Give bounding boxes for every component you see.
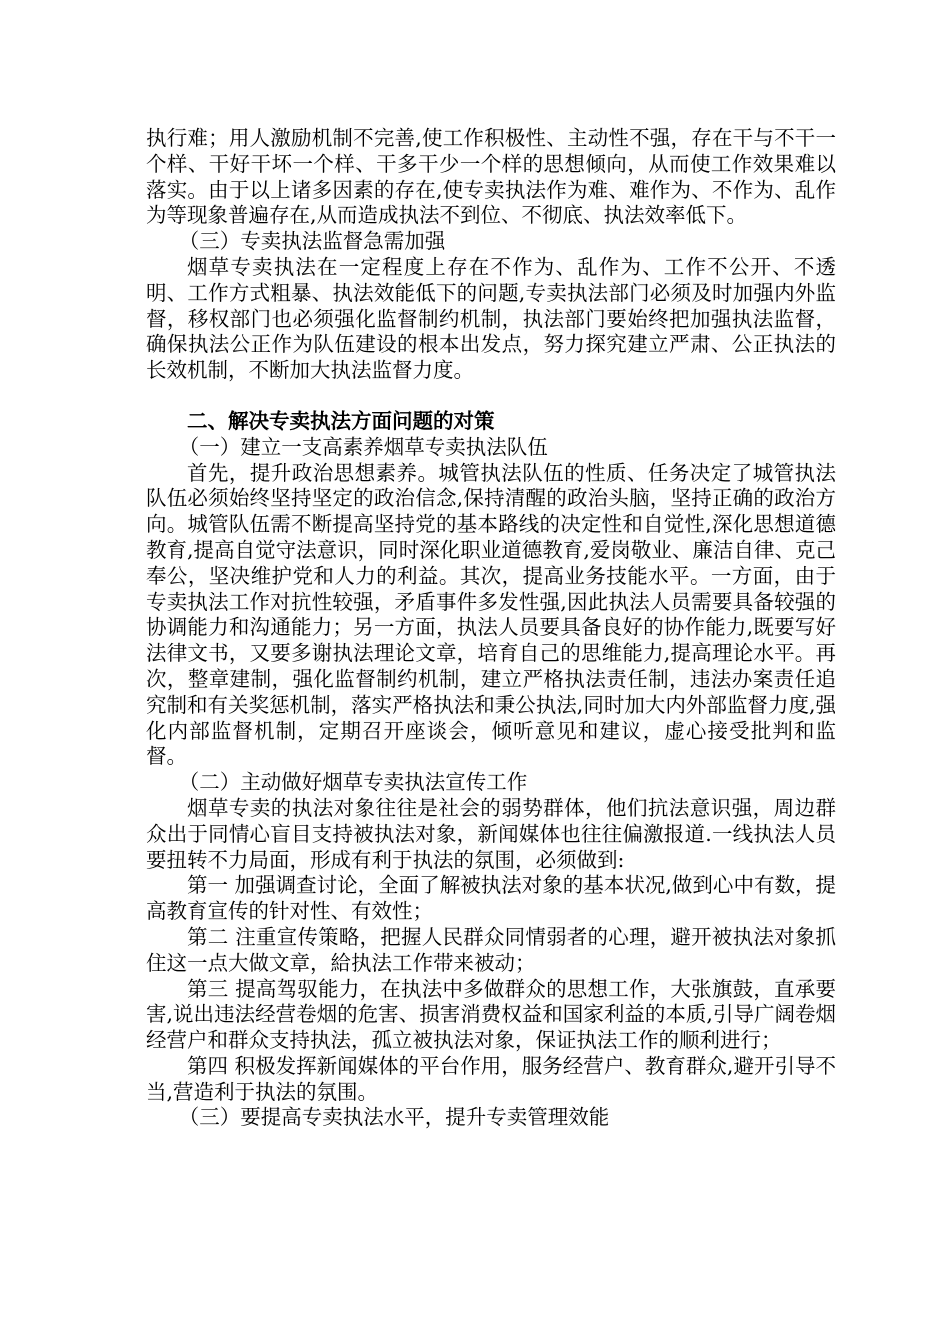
subheading-efficiency: （三）要提高专卖执法水平，提升专卖管理效能 — [178, 1105, 610, 1130]
paragraph-supervision: 烟草专卖执法在一定程度上存在不作为、乱作为、工作不公开、不透明、工作方式粗暴、执法效能低下的问题,专卖执法部门必须及时加强内外监督，移权部门也必须强化监督制约机制，执法部门要始终把加强执法监督，确保执法公正作为队伍建设的根本出发点，努力探究建立严肃、公正执法的长效机制，不断加大执法监督力度。 — [146, 254, 836, 383]
paragraph-continuation: 执行难；用人激励机制不完善,使工作积极性、主动性不强，存在干与不干一个样、干好干坏一个样、干多干少一个样的思想倾向，从而使工作效果难以落实。由于以上诸多因素的存在,使专卖执法作为难、难作为、不作为、乱作为等现象普遍存在,从而造成执法不到位、不彻底、执法效率低下。 — [146, 126, 836, 228]
document-page — [146, 126, 836, 1131]
section-heading-countermeasures: 二、解决专卖执法方面问题的对策 — [187, 408, 495, 433]
list-item-third: 第三 提高驾驭能力，在执法中多做群众的思想工作，大张旗鼓，直承要害,说出违法经营卷烟的危害、损害消费权益和国家利益的本质,引导广阔卷烟经营户和群众支持执法，孤立被执法对象，保证执法工作的顺利进行； — [146, 976, 836, 1053]
list-item-second: 第二 注重宣传策略，把握人民群众同情弱者的心理，避开被执法对象抓住这一点大做文章，給执法工作带来被动； — [146, 924, 836, 975]
section-gap — [146, 384, 836, 409]
list-item-fourth: 第四 积极发挥新闻媒体的平台作用，服务经营户、教育群众,避开引导不当,营造利于执法的氛围。 — [146, 1053, 836, 1104]
subheading-publicity: （二）主动做好烟草专卖执法宣传工作 — [178, 770, 528, 795]
subheading-supervision: （三）专卖执法监督急需加强 — [178, 229, 446, 254]
paragraph-team: 首先，提升政治思想素养。城管执法队伍的性质、任务决定了城管执法队伍必须始终坚持坚定的政治信念,保持清醒的政治头脑，坚持正确的政治方向。城管队伍需不断提高坚持党的基本路线的决定性和自觉性,深化思想道德教育,提高自觉守法意识，同时深化职业道德教育,爱岗敬业、廉洁自律、克己奉公，坚决维护党和人力的利益。其次，提高业务技能水平。一方面，由于专卖执法工作对抗性较强，矛盾事件多发性强,因此执法人员需要具备较强的协调能力和沟通能力；另一方面，执法人员要具备良好的协作能力,既要写好法律文书，又要多谢执法理论文章，培育自己的思维能力,提高理论水平。再次，整章建制，强化监督制约机制，建立严格执法责任制，违法办案责任追究制和有关奖惩机制，落实严格执法和秉公执法,同时加大内外部监督力度,强化内部监督机制，定期召开座谈会，倾听意见和建议，虚心接受批判和监督。 — [146, 460, 836, 769]
list-item-first: 第一 加强调查讨论，全面了解被执法对象的基本状况,做到心中有数，提高教育宣传的针对性、有效性； — [146, 873, 836, 924]
paragraph-publicity: 烟草专卖的执法对象往往是社会的弱势群体，他们抗法意识强，周边群众出于同情心盲目支持被执法对象，新闻媒体也往往偏激报道.一线执法人员要扭转不力局面，形成有利于执法的氛围，必须做到: — [146, 795, 836, 872]
subheading-team: （一）建立一支高素养烟草专卖执法队伍 — [178, 434, 548, 459]
